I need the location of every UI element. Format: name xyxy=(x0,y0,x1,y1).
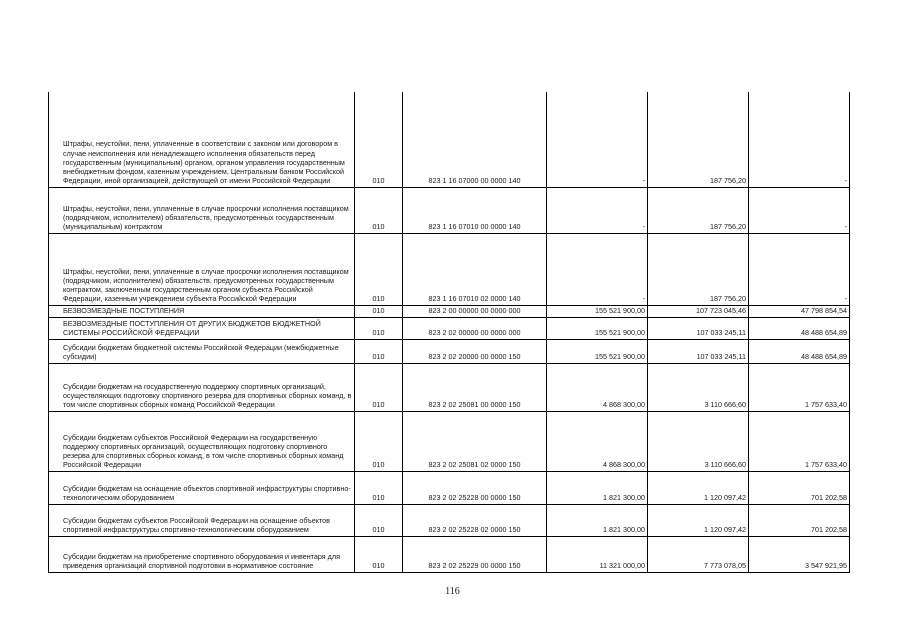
row-name: Субсидии бюджетам субъектов Российской Федерации на оснащение объектов спортивной инфраструктуры спортивно-технологическим оборудованием xyxy=(49,504,355,536)
row-name: Субсидии бюджетам на оснащение объектов спортивной инфраструктуры спортивно-технологическим оборудованием xyxy=(49,471,355,504)
row-approved-amount: - xyxy=(547,233,648,305)
row-name: Субсидии бюджетам на государственную поддержку спортивных организаций, осуществляющих подготовку спортивного резерва для спортивных сборных команд, в том числе спортивных сборных команд Российской Федерации xyxy=(49,363,355,411)
row-line-code: 010 xyxy=(355,317,403,339)
row-unexecuted-amount: - xyxy=(749,92,850,187)
row-budget-code: 823 2 02 25229 00 0000 150 xyxy=(403,536,547,572)
row-approved-amount: - xyxy=(547,187,648,233)
row-approved-amount: 4 868 300,00 xyxy=(547,411,648,471)
row-budget-code: 823 2 02 25228 02 0000 150 xyxy=(403,504,547,536)
row-executed-amount: 187 756,20 xyxy=(648,92,749,187)
row-name: Субсидии бюджетам бюджетной системы Российской Федерации (межбюджетные субсидии) xyxy=(49,339,355,363)
row-unexecuted-amount: 48 488 654,89 xyxy=(749,339,850,363)
table-row xyxy=(49,187,850,233)
row-unexecuted-amount: 701 202,58 xyxy=(749,471,850,504)
row-approved-amount: 4 868 300,00 xyxy=(547,363,648,411)
table-row xyxy=(49,536,850,572)
budget-execution-table xyxy=(48,92,850,573)
row-line-code: 010 xyxy=(355,536,403,572)
row-approved-amount: 11 321 000,00 xyxy=(547,536,648,572)
row-budget-code: 823 1 16 07010 00 0000 140 xyxy=(403,187,547,233)
row-name: Штрафы, неустойки, пени, уплаченные в соответствии с законом или договором в случае неисполнения или ненадлежащего исполнения обязательств перед государственным (муниципальным) органом, органом управления государственным внебюджетным фондом, казенным учреждением, Центральным банком Российской Федерации, иной организацией, действующей от имени Российской Федерации xyxy=(49,92,355,187)
row-budget-code: 823 1 16 07010 02 0000 140 xyxy=(403,233,547,305)
table-row xyxy=(49,92,850,187)
row-line-code: 010 xyxy=(355,233,403,305)
row-executed-amount: 1 120 097,42 xyxy=(648,504,749,536)
row-unexecuted-amount: 1 757 633,40 xyxy=(749,411,850,471)
row-executed-amount: 7 773 078,05 xyxy=(648,536,749,572)
row-unexecuted-amount: 48 488 654,89 xyxy=(749,317,850,339)
row-unexecuted-amount: - xyxy=(749,187,850,233)
row-approved-amount: - xyxy=(547,92,648,187)
row-line-code: 010 xyxy=(355,92,403,187)
row-line-code: 010 xyxy=(355,471,403,504)
table-row xyxy=(49,233,850,305)
table-row xyxy=(49,504,850,536)
row-unexecuted-amount: - xyxy=(749,233,850,305)
row-approved-amount: 1 821 300,00 xyxy=(547,504,648,536)
row-name: Субсидии бюджетам субъектов Российской Федерации на государственную поддержку спортивных организаций, осуществляющих подготовку спортивного резерва для спортивных сборных команд, в том числе спортивных сборных команд Российской Федерации xyxy=(49,411,355,471)
row-line-code: 010 xyxy=(355,504,403,536)
row-executed-amount: 3 110 666,60 xyxy=(648,363,749,411)
row-unexecuted-amount: 47 798 854,54 xyxy=(749,305,850,317)
table-row xyxy=(49,363,850,411)
row-executed-amount: 187 756,20 xyxy=(648,187,749,233)
row-approved-amount: 155 521 900,00 xyxy=(547,305,648,317)
row-budget-code: 823 2 02 25081 02 0000 150 xyxy=(403,411,547,471)
table-row xyxy=(49,317,850,339)
row-executed-amount: 1 120 097,42 xyxy=(648,471,749,504)
row-name: БЕЗВОЗМЕЗДНЫЕ ПОСТУПЛЕНИЯ ОТ ДРУГИХ БЮДЖЕТОВ БЮДЖЕТНОЙ СИСТЕМЫ РОССИЙСКОЙ ФЕДЕРАЦИИ xyxy=(49,317,355,339)
row-name: Субсидии бюджетам на приобретение спортивного оборудования и инвентаря для приведения организаций спортивной подготовки в нормативное состояние xyxy=(49,536,355,572)
row-executed-amount: 187 756,20 xyxy=(648,233,749,305)
table-row xyxy=(49,305,850,317)
table-row xyxy=(49,471,850,504)
row-executed-amount: 107 723 045,46 xyxy=(648,305,749,317)
table-body xyxy=(49,92,850,572)
row-approved-amount: 155 521 900,00 xyxy=(547,339,648,363)
row-unexecuted-amount: 3 547 921,95 xyxy=(749,536,850,572)
table-row xyxy=(49,411,850,471)
row-executed-amount: 107 033 245,11 xyxy=(648,339,749,363)
row-line-code: 010 xyxy=(355,187,403,233)
row-line-code: 010 xyxy=(355,339,403,363)
row-budget-code: 823 2 02 20000 00 0000 150 xyxy=(403,339,547,363)
row-executed-amount: 3 110 666,60 xyxy=(648,411,749,471)
row-budget-code: 823 2 02 25228 00 0000 150 xyxy=(403,471,547,504)
row-approved-amount: 1 821 300,00 xyxy=(547,471,648,504)
table-row xyxy=(49,339,850,363)
row-line-code: 010 xyxy=(355,363,403,411)
row-budget-code: 823 1 16 07000 00 0000 140 xyxy=(403,92,547,187)
row-unexecuted-amount: 701 202,58 xyxy=(749,504,850,536)
row-budget-code: 823 2 00 00000 00 0000 000 xyxy=(403,305,547,317)
row-name: Штрафы, неустойки, пени, уплаченные в случае просрочки исполнения поставщиком (подрядчиком, исполнителем) обязательств, предусмотренных государственным контрактом, заключенным государственным органом субъекта Российской Федерации, казенным учреждением субъекта Российской Федерации xyxy=(49,233,355,305)
row-budget-code: 823 2 02 00000 00 0000 000 xyxy=(403,317,547,339)
row-approved-amount: 155 521 900,00 xyxy=(547,317,648,339)
row-name: БЕЗВОЗМЕЗДНЫЕ ПОСТУПЛЕНИЯ xyxy=(49,305,355,317)
row-line-code: 010 xyxy=(355,305,403,317)
row-budget-code: 823 2 02 25081 00 0000 150 xyxy=(403,363,547,411)
page-number: 116 xyxy=(445,586,460,597)
row-unexecuted-amount: 1 757 633,40 xyxy=(749,363,850,411)
row-name: Штрафы, неустойки, пени, уплаченные в случае просрочки исполнения поставщиком (подрядчиком, исполнителем) обязательств, предусмотренных государственным (муниципальным) контрактом xyxy=(49,187,355,233)
row-line-code: 010 xyxy=(355,411,403,471)
row-executed-amount: 107 033 245,11 xyxy=(648,317,749,339)
